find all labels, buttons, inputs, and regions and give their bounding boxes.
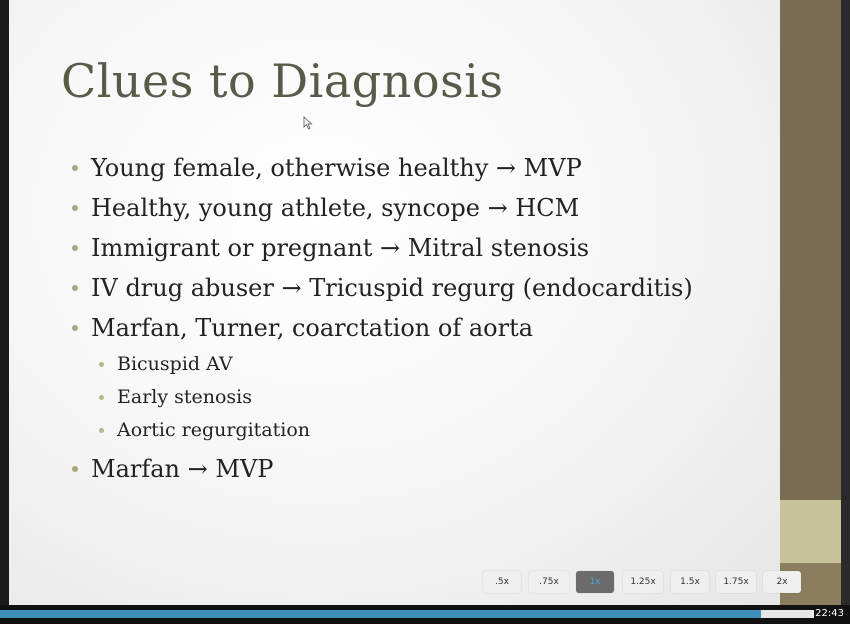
bullet-item: Immigrant or pregnant → Mitral stenosis xyxy=(69,228,769,268)
sub-bullet-item: Early stenosis xyxy=(69,381,769,414)
slide xyxy=(9,0,780,605)
speed-button-p5x[interactable]: .5x xyxy=(483,571,521,593)
bullet-item: Marfan, Turner, coarctation of aorta xyxy=(69,308,769,348)
slide-side-band xyxy=(780,0,841,605)
progress-fill[interactable] xyxy=(0,610,761,618)
mouse-pointer-icon xyxy=(303,116,313,130)
bullet-item: IV drug abuser → Tricuspid regurg (endocarditis) xyxy=(69,268,769,308)
side-band-highlight xyxy=(780,500,841,563)
frame-edge xyxy=(841,0,850,605)
bullet-item: Young female, otherwise healthy → MVP xyxy=(69,148,769,188)
speed-button-1p25x[interactable]: 1.25x xyxy=(623,571,663,593)
speed-button-2x[interactable]: 2x xyxy=(763,571,801,593)
sub-bullet-item: Aortic regurgitation xyxy=(69,414,769,447)
bullet-list xyxy=(69,148,769,489)
speed-button-p75x[interactable]: .75x xyxy=(529,571,569,593)
progress-buffer xyxy=(761,610,814,618)
slide-title: Clues to Diagnosis xyxy=(61,54,504,108)
speed-button-1p75x[interactable]: 1.75x xyxy=(716,571,756,593)
sub-bullet-item: Bicuspid AV xyxy=(69,348,769,381)
speed-button-1p5x[interactable]: 1.5x xyxy=(671,571,709,593)
time-display: 22:43 xyxy=(815,608,844,619)
bullet-item: Healthy, young athlete, syncope → HCM xyxy=(69,188,769,228)
bullet-item: Marfan → MVP xyxy=(69,449,769,489)
speed-button-1x[interactable]: 1x xyxy=(576,571,614,593)
